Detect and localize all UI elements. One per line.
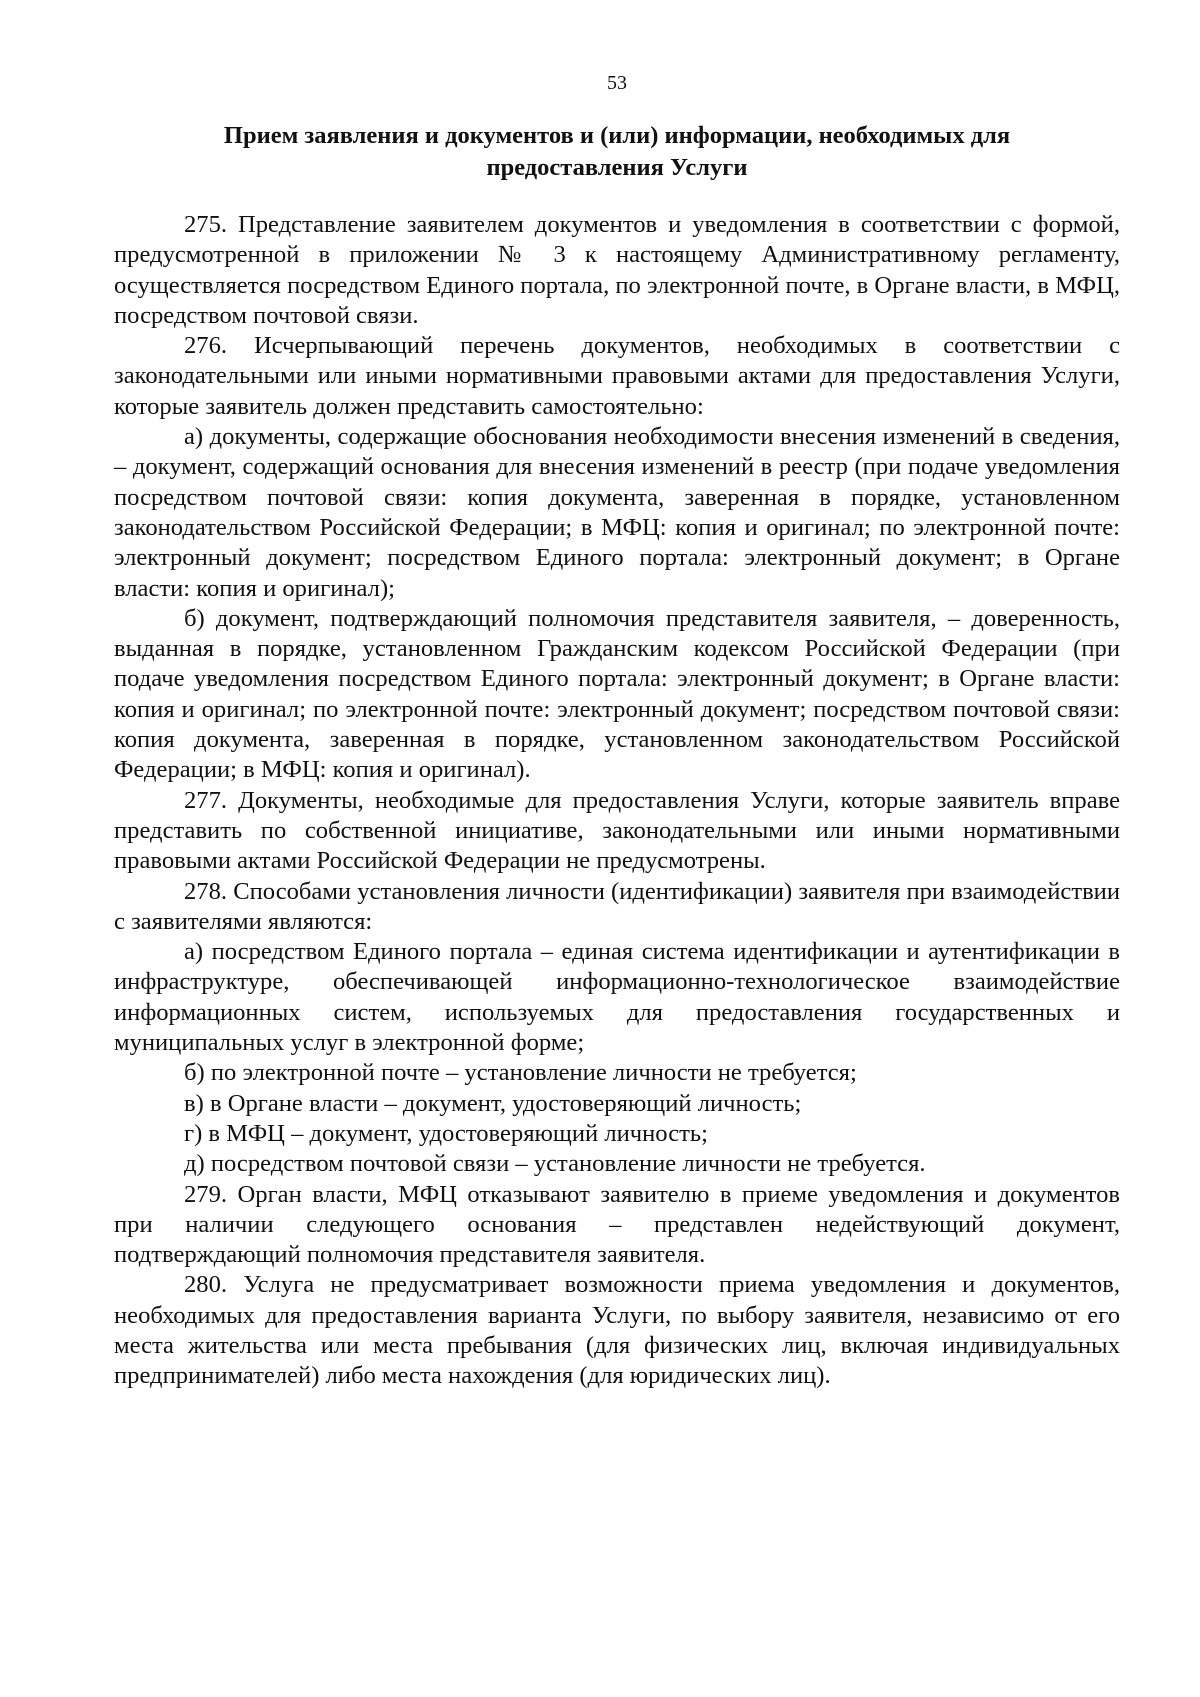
paragraph-278-item-d: д) посредством почтовой связи – установление личности не требуется. (184, 1150, 926, 1178)
document-page (114, 0, 1120, 1697)
section-title-line-1: Прием заявления и документов и (или) информации, необходимых для (223, 122, 1011, 149)
paragraph-279: 279. Орган власти, МФЦ отказывают заявителю в приеме уведомления и документов при наличии следующего основания – представлен недействующий документ, подтверждающий полномочия представителя заявителя. (114, 1180, 1120, 1269)
paragraph-277: 277. Документы, необходимые для предоставления Услуги, которые заявитель вправе представить по собственной инициативе, законодательными или иными нормативными правовыми актами Российской Федерации не предусмотрены. (114, 786, 1120, 875)
section-title (114, 120, 1120, 184)
document-body (114, 210, 1120, 1392)
paragraph-278-item-g: г) в МФЦ – документ, удостоверяющий личность; (184, 1119, 708, 1147)
paragraph-280: 280. Услуга не предусматривает возможности приема уведомления и документов, необходимых для предоставления варианта Услуги, по выбору заявителя, независимо от его места жительства или места пребывания (для физических лиц, включая индивидуальных предпринимателей) либо места нахождения (для юридических лиц). (114, 1271, 1120, 1390)
paragraph-276-item-b: б) документ, подтверждающий полномочия представителя заявителя, – доверенность, выданная в порядке, установленном Гражданским кодексом Российской Федерации (при подаче уведомления посредством Единого портала: электронный документ; в Органе власти: копия и оригинал; по электронной почте: электронный документ; посредством почтовой связи: копия документа, заверенная в порядке, установленном законодательством Российской Федерации; в МФЦ: копия и оригинал). (114, 604, 1120, 784)
paragraph-276-item-a: а) документы, содержащие обоснования необходимости внесения изменений в сведения, – документ, содержащий основания для внесения изменений в реестр (при подаче уведомления посредством почтовой связи: копия документа, заверенная в порядке, установленном законодательством Российской Федерации; в МФЦ: копия и оригинал; по электронной почте: электронный документ; посредством Единого портала: электронный документ; в Органе власти: копия и оригинал); (114, 423, 1120, 602)
paragraph-278: 278. Способами установления личности (идентификации) заявителя при взаимодействии с заявителями являются: (114, 877, 1120, 935)
paragraph-278-item-v: в) в Органе власти – документ, удостоверяющий личность; (184, 1089, 802, 1117)
paragraph-275: 275. Представление заявителем документов и уведомления в соответствии с формой, предусмотренной в приложении № 3 к настоящему Административному регламенту, осуществляется посредством Единого портала, по электронной почте, в Органе власти, в МФЦ, посредством почтовой связи. (114, 211, 1120, 329)
paragraph-278-item-b: б) по электронной почте – установление личности не требуется; (184, 1059, 857, 1087)
paragraph-276: 276. Исчерпывающий перечень документов, необходимых в соответствии с законодательными или иными нормативными правовыми актами для предоставления Услуги, которые заявитель должен представить самостоятельно: (114, 332, 1120, 420)
paragraph-278-item-a: а) посредством Единого портала – единая система идентификации и аутентификации в инфраструктуре, обеспечивающей информационно-технологическое взаимодействие информационных систем, используемых для предоставления государственных и муниципальных услуг в электронной форме; (114, 938, 1120, 1057)
page-number: 53 (607, 72, 627, 94)
section-title-line-2: предоставления Услуги (486, 154, 748, 181)
